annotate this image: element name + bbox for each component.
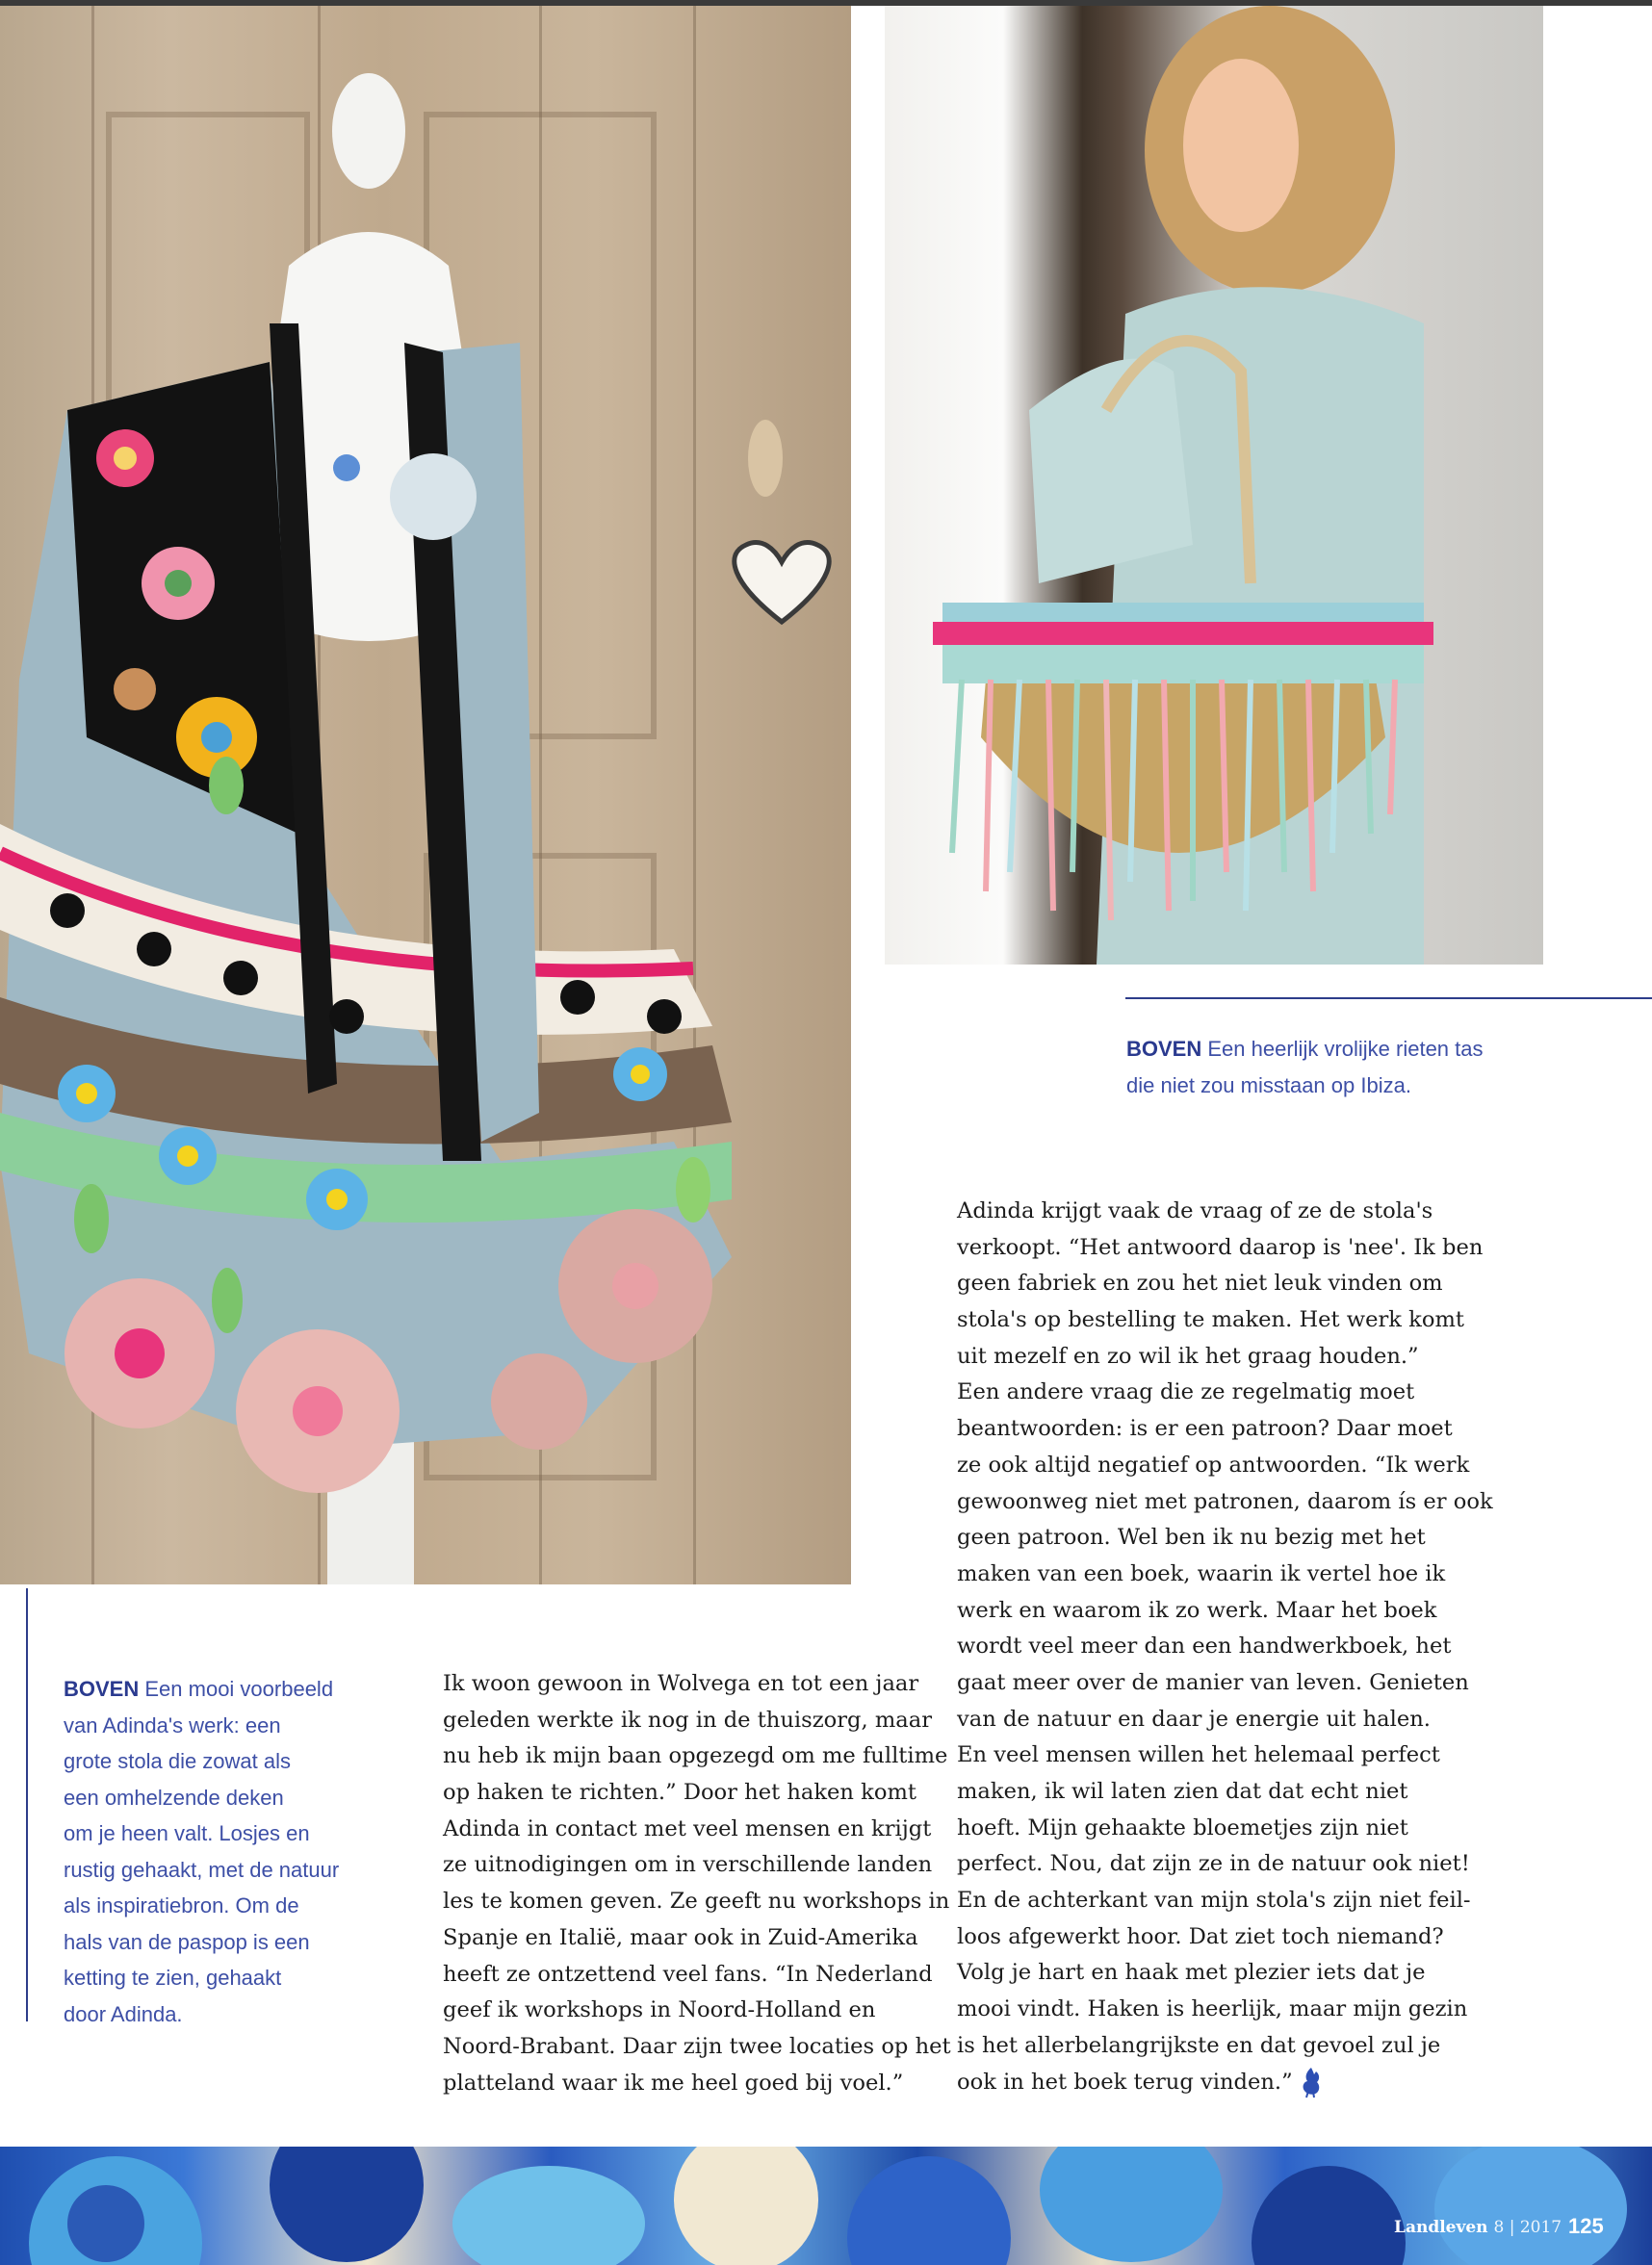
body-line: Adinda in contact met veel mensen en krijgt	[443, 1815, 932, 1841]
footer-magazine-name: Landleven	[1394, 2218, 1488, 2237]
caption-stola	[64, 1671, 352, 2032]
body-line: platteland waar ik me heel goed bij voel.”	[443, 2070, 904, 2096]
footer-issue: 8 | 2017	[1493, 2218, 1562, 2237]
body-line: geen fabriek en zou het niet leuk vinden om	[957, 1271, 1443, 1297]
body-line: Spanje en Italië, maar ook in Zuid-Amerika	[443, 1924, 918, 1950]
body-line: Volg je hart en haak met plezier iets dat je	[957, 1960, 1426, 1986]
body-line: werk en waarom ik zo werk. Maar het boek	[957, 1597, 1437, 1623]
body-line: nu heb ik mijn baan opgezegd om me fulltime	[443, 1743, 948, 1769]
page-number: 125	[1568, 2214, 1604, 2238]
body-line-last	[957, 2065, 1493, 2101]
caption-basket	[1126, 1031, 1531, 1103]
body-line: van de natuur en daar je energie uit halen.	[957, 1706, 1431, 1732]
rooster-end-mark-icon	[1299, 2066, 1324, 2098]
caption-lead: BOVEN	[64, 1677, 140, 1701]
caption-line: grote stola die zowat als	[64, 1749, 292, 1773]
caption-line: hals van de paspop is een	[64, 1929, 310, 1954]
body-line: loos afgewerkt hoor. Dat ziet toch niemand?	[957, 1923, 1444, 1949]
body-line: perfect. Nou, dat zijn ze in de natuur ook niet!	[957, 1851, 1470, 1877]
body-line: beantwoorden: is er een patroon? Daar moet	[957, 1416, 1453, 1442]
body-line: verkoopt. “Het antwoord daarop is 'nee'. Ik ben	[957, 1234, 1484, 1260]
body-line: En de achterkant van mijn stola's zijn niet feil-	[957, 1888, 1471, 1914]
body-line: ook in het boek terug vinden.”	[957, 2069, 1293, 2095]
body-line: stola's op bestelling te maken. Het werk komt	[957, 1307, 1464, 1333]
woman-basket-illustration	[885, 6, 1543, 965]
caption-line: die niet zou misstaan op Ibiza.	[1126, 1072, 1411, 1097]
caption-line: een omhelzende deken	[64, 1785, 284, 1810]
body-line: geleden werkte ik nog in de thuiszorg, maar	[443, 1707, 933, 1733]
body-line: ze ook altijd negatief op antwoorden. “Ik werk	[957, 1452, 1470, 1478]
body-line: maken van een boek, waarin ik vertel hoe ik	[957, 1560, 1446, 1586]
crochet-decor-strip	[0, 2147, 1652, 2265]
body-line: Een andere vraag die ze regelmatig moet	[957, 1379, 1415, 1405]
footer-magazine	[1394, 2218, 1562, 2237]
body-line: Noord-Brabant. Daar zijn twee locaties op het	[443, 2033, 951, 2059]
photo-woman-basket-bag	[885, 6, 1543, 965]
caption-line: Een heerlijk vrolijke rieten tas	[1207, 1037, 1484, 1061]
body-line: heeft ze ontzettend veel fans. “In Nederland	[443, 1961, 933, 1987]
body-line: ze uitnodigingen om in verschillende landen	[443, 1852, 933, 1878]
body-line: mooi vindt. Haken is heerlijk, maar mijn gezin	[957, 1996, 1468, 2022]
caption-rule-right	[1125, 997, 1652, 999]
body-line: wordt veel meer dan een handwerkboek, het	[957, 1634, 1452, 1660]
caption-rule-left	[26, 1588, 28, 2021]
mannequin-stola-illustration	[0, 6, 851, 1584]
body-line: hoeft. Mijn gehaakte bloemetjes zijn niet	[957, 1815, 1408, 1840]
caption-line: rustig gehaakt, met de natuur	[64, 1857, 340, 1882]
caption-line: Een mooi voorbeeld	[144, 1677, 334, 1701]
body-line: is het allerbelangrijkste en dat gevoel zul je	[957, 2032, 1441, 2058]
body-line: gaat meer over de manier van leven. Genieten	[957, 1669, 1469, 1695]
caption-line: door Adinda.	[64, 2001, 183, 2026]
body-line: gewoonweg niet met patronen, daarom ís er ook	[957, 1488, 1493, 1514]
caption-line: van Adinda's werk: een	[64, 1712, 281, 1737]
body-line: op haken te richten.” Door het haken komt	[443, 1780, 916, 1806]
caption-lead: BOVEN	[1126, 1037, 1202, 1061]
body-line: les te komen geven. Ze geeft nu workshops in	[443, 1889, 950, 1915]
article-column-middle	[443, 1666, 951, 2101]
body-line: En veel mensen willen het helemaal perfect	[957, 1742, 1440, 1768]
body-line: Ik woon gewoon in Wolvega en tot een jaar	[443, 1671, 919, 1696]
article-column-right	[957, 1194, 1493, 2100]
caption-line: ketting te zien, gehaakt	[64, 1966, 282, 1990]
photo-crochet-stola	[0, 6, 851, 1584]
body-line: maken, ik wil laten zien dat dat echt niet	[957, 1779, 1408, 1804]
body-line: geef ik workshops in Noord-Holland en	[443, 1997, 876, 2023]
caption-line: als inspiratiebron. Om de	[64, 1893, 299, 1918]
body-line: uit mezelf en zo wil ik het graag houden.”	[957, 1343, 1419, 1369]
body-line: geen patroon. Wel ben ik nu bezig met het	[957, 1525, 1426, 1551]
body-line: Adinda krijgt vaak de vraag of ze de stola's	[957, 1198, 1433, 1223]
caption-line: om je heen valt. Losjes en	[64, 1821, 310, 1845]
